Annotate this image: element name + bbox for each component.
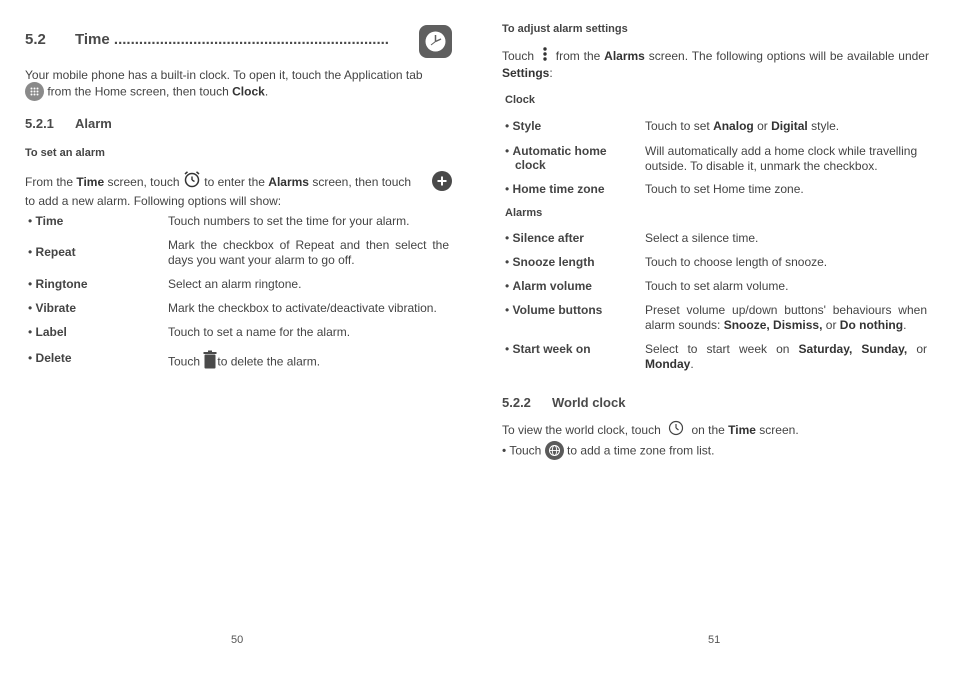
setting-desc-volume-buttons [645,303,927,333]
intro-period: . [264,84,269,99]
world-bullet-text-2: to add a time zone from list. [567,443,715,458]
alarms-group-heading: Alarms [505,207,543,219]
world-clock-paragraph [502,421,929,441]
clock-group-heading: Clock [505,94,535,106]
set-alarm-text-3: to enter the [204,175,265,190]
section-number: 5.2 [25,31,46,48]
alarm-clock-icon [183,170,201,192]
option-desc-ringtone: Select an alarm ringtone. [168,277,302,291]
intro-paragraph [25,68,452,102]
subsection-number: 5.2.1 [25,116,54,131]
set-alarm-text-4: screen, then touch [312,175,412,190]
style-text-3: style. [811,119,840,133]
application-tab-icon [25,82,44,101]
option-label-repeat: • Repeat [28,245,76,259]
world-clock-number: 5.2.2 [502,395,531,410]
option-desc-label: Touch to set a name for the alarm. [168,325,351,339]
setting-label-alarm-volume: • Alarm volume [505,279,592,293]
setting-label-home-time-zone: • Home time zone [505,182,605,196]
adjust-paragraph [502,48,929,81]
page-number-left: 50 [231,634,244,646]
option-desc-repeat: Mark the checkbox of Repeat and then select the days you want your alarm to go off. [168,238,449,267]
subsection-title: Alarm [75,116,112,131]
settings-keyword: Settings [502,66,550,80]
intro-line-2: from the Home screen, then touch [47,84,229,99]
clock-app-icon [419,25,452,58]
adjust-text-3: screen. The following options will be available under [648,49,929,64]
alarms-keyword-2: Alarms [604,49,645,64]
setting-label-volume-buttons: • Volume buttons [505,303,602,317]
setting-label-auto-home-clock: • Automatic home clock [505,144,635,172]
analog-keyword: Analog [713,119,754,133]
setting-desc-start-week-on [645,342,927,372]
set-alarm-paragraph [25,172,455,209]
setting-desc-alarm-volume: Touch to set alarm volume. [645,279,789,293]
delete-text-2: to delete the alarm. [217,354,321,369]
sat-sun-keyword: Saturday, Sunday, [798,342,908,356]
setting-label-silence-after: • Silence after [505,231,584,245]
add-icon [432,171,452,191]
option-label-vibrate: • Vibrate [28,301,76,315]
delete-text-1: Touch [168,354,201,369]
world-clock-bullet [502,442,929,461]
set-alarm-heading: To set an alarm [25,147,105,159]
adjust-colon: : [549,66,553,80]
world-bullet-text-1: Touch [509,443,542,458]
setting-desc-style [645,119,927,134]
setting-label-snooze-length: • Snooze length [505,255,595,269]
setting-desc-silence-after: Select a silence time. [645,231,759,245]
trash-icon [203,350,217,373]
digital-keyword: Digital [771,119,808,133]
page-number-right: 51 [708,634,721,646]
set-alarm-text-2: screen, touch [107,175,180,190]
style-text-2: or [757,119,768,133]
adjust-text-2: from the [555,49,601,64]
section-title-text: Time [75,31,110,48]
start-week-text-1: Select to start week on [645,342,790,356]
volume-buttons-period: . [903,318,907,332]
set-alarm-text-5: to add a new alarm. Following options will show: [25,194,282,208]
world-text-1: To view the world clock, touch [502,423,661,438]
monday-keyword: Monday [645,357,691,371]
clock-icon [668,420,684,440]
vertical-dots-menu-icon [538,47,552,65]
section-leader: .................................................................. [113,31,389,48]
setting-desc-auto-home-clock: Will automatically add a home clock while travelling outside. To disable it, unmark the checkbox. [645,144,918,173]
option-desc-time: Touch numbers to set the time for your alarm. [168,214,410,228]
option-label-delete: • Delete [28,351,72,365]
setting-desc-home-time-zone: Touch to set Home time zone. [645,182,804,196]
start-week-period: . [690,357,694,371]
setting-label-start-week-on: • Start week on [505,342,591,356]
volume-buttons-text-1: Preset volume up/down buttons' behaviours when alarm sounds: [645,303,927,332]
world-text-3: screen. [759,423,799,438]
world-clock-title: World clock [552,395,626,410]
adjust-heading: To adjust alarm settings [502,23,628,35]
setting-label-style: • Style [505,119,541,133]
option-label-time: • Time [28,214,63,228]
option-label-ringtone: • Ringtone [28,277,88,291]
set-alarm-text-1: From the [25,175,74,190]
option-desc-delete [168,351,449,374]
setting-desc-snooze-length: Touch to choose length of snooze. [645,255,828,269]
style-text-1: Touch to set [645,119,710,133]
option-label-label: • Label [28,325,67,339]
globe-icon [545,441,564,460]
snooze-dismiss-keyword: Snooze, Dismiss, [723,318,823,332]
section-title [75,31,389,48]
time-keyword: Time [76,175,105,190]
volume-buttons-text-2: or [825,318,837,332]
bullet-dot: • [502,443,507,458]
option-desc-vibrate: Mark the checkbox to activate/deactivate vibration. [168,301,437,315]
start-week-text-2: or [916,342,927,356]
intro-line-1: Your mobile phone has a built-in clock. To open it, touch the Application tab [25,68,423,82]
clock-keyword: Clock [232,84,265,99]
do-nothing-keyword: Do nothing [839,318,904,332]
time-keyword-2: Time [728,423,756,438]
world-text-2: on the [691,423,725,438]
alarms-keyword: Alarms [268,175,309,190]
adjust-text-1: Touch [502,49,535,64]
